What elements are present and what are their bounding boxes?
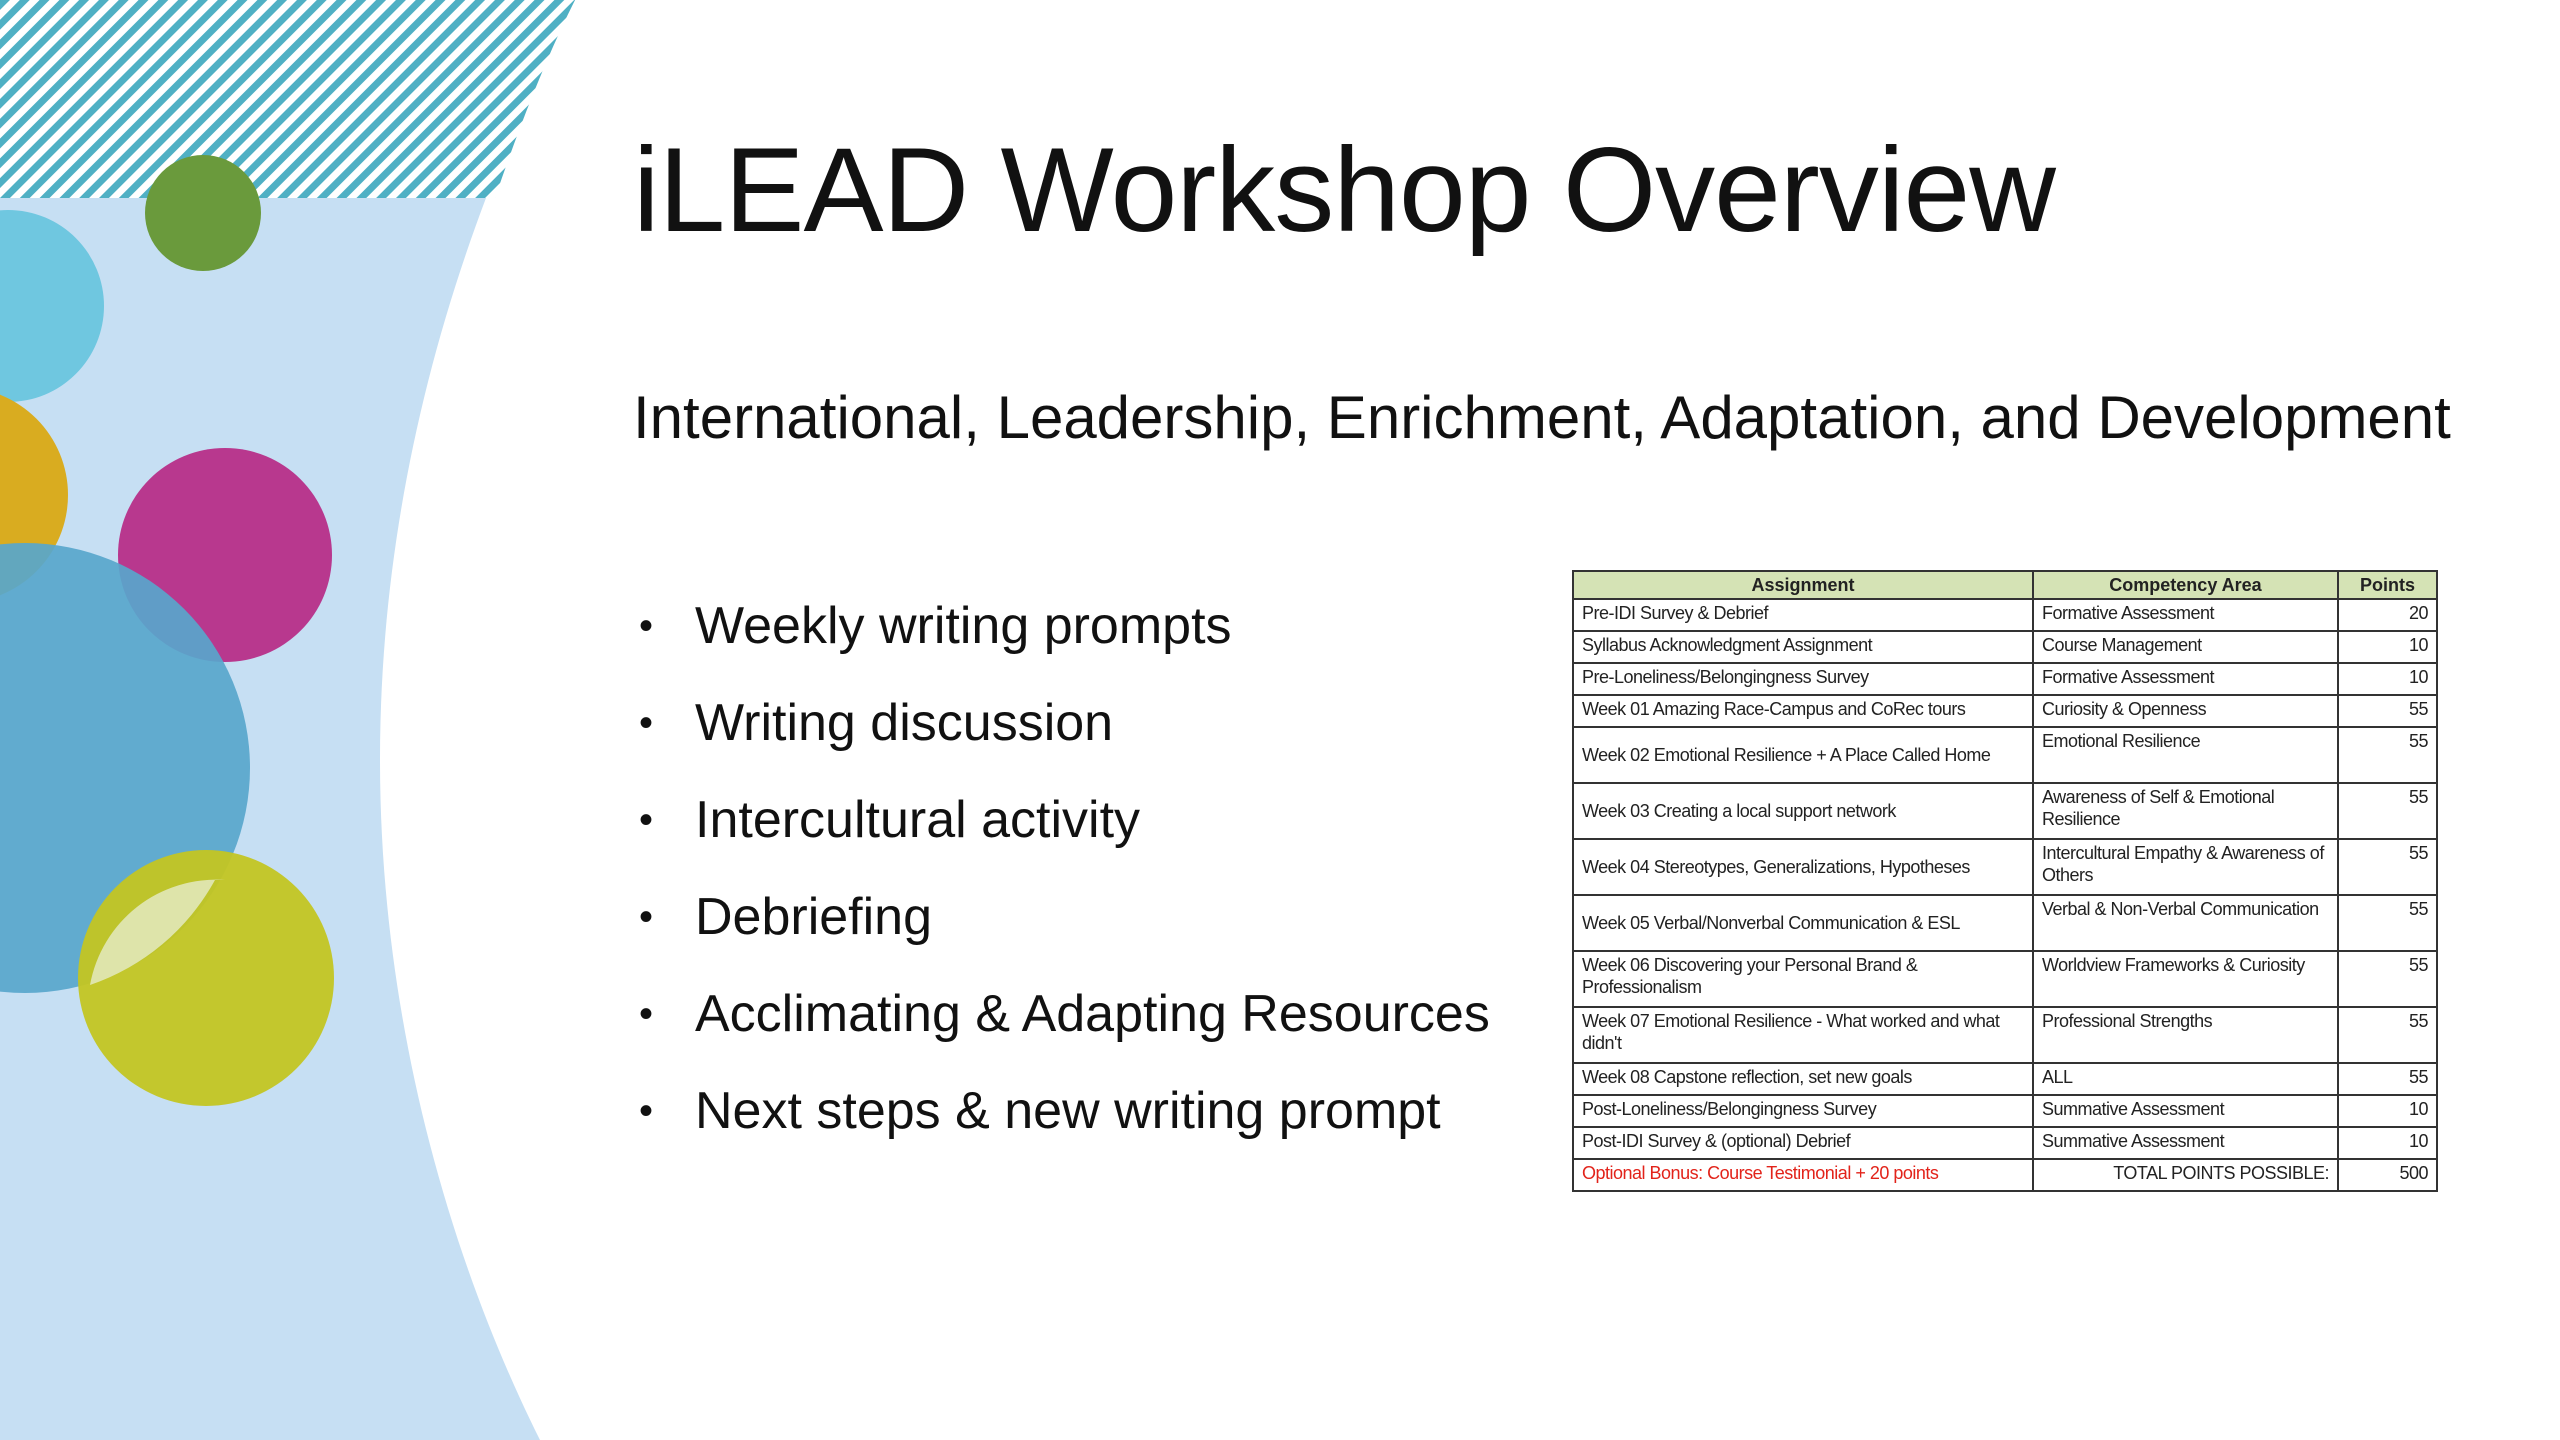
table-row bbox=[1573, 1095, 2437, 1127]
bullet-text: Writing discussion bbox=[695, 694, 1114, 752]
cell-points: 10 bbox=[2338, 663, 2437, 695]
bullet-item bbox=[633, 772, 1490, 869]
cell-competency: Summative Assessment bbox=[2033, 1095, 2338, 1127]
cell-competency: Verbal & Non-Verbal Communication bbox=[2033, 895, 2338, 951]
slide-subtitle: International, Leadership, Enrichment, Adaptation, and Development bbox=[633, 384, 2451, 451]
cell-assignment: Pre-IDI Survey & Debrief bbox=[1573, 599, 2033, 631]
cell-competency: Curiosity & Openness bbox=[2033, 695, 2338, 727]
cell-points: 55 bbox=[2338, 695, 2437, 727]
cell-competency: Formative Assessment bbox=[2033, 663, 2338, 695]
table-footer-row bbox=[1573, 1159, 2437, 1191]
table-row bbox=[1573, 839, 2437, 895]
table-row bbox=[1573, 895, 2437, 951]
cell-competency: Awareness of Self & Emotional Resilience bbox=[2033, 783, 2338, 839]
cell-assignment: Post-Loneliness/Belongingness Survey bbox=[1573, 1095, 2033, 1127]
cell-assignment: Week 06 Discovering your Personal Brand & Professionalism bbox=[1573, 951, 2033, 1007]
cell-competency: Intercultural Empathy & Awareness of Others bbox=[2033, 839, 2338, 895]
bullet-dot-icon: • bbox=[639, 701, 654, 745]
cell-points: 55 bbox=[2338, 839, 2437, 895]
cell-points: 55 bbox=[2338, 1007, 2437, 1063]
decor-hatched-band bbox=[0, 0, 575, 198]
points-table-container bbox=[1572, 570, 2438, 1192]
table-row bbox=[1573, 1063, 2437, 1095]
table-row bbox=[1573, 1007, 2437, 1063]
total-points-label: TOTAL POINTS POSSIBLE: bbox=[2033, 1159, 2338, 1191]
points-table bbox=[1572, 570, 2438, 1192]
cell-competency: Professional Strengths bbox=[2033, 1007, 2338, 1063]
cell-assignment: Week 01 Amazing Race-Campus and CoRec tours bbox=[1573, 695, 2033, 727]
bonus-note: Optional Bonus: Course Testimonial + 20 points bbox=[1573, 1159, 2033, 1191]
bullet-item bbox=[633, 869, 1490, 966]
table-row bbox=[1573, 695, 2437, 727]
cell-points: 55 bbox=[2338, 1063, 2437, 1095]
bullet-list bbox=[633, 578, 1490, 1160]
bullet-item bbox=[633, 966, 1490, 1063]
cell-points: 55 bbox=[2338, 727, 2437, 783]
table-header-row bbox=[1573, 571, 2437, 599]
cell-points: 55 bbox=[2338, 951, 2437, 1007]
cell-competency: Emotional Resilience bbox=[2033, 727, 2338, 783]
column-header-assignment: Assignment bbox=[1573, 571, 2033, 599]
bullet-dot-icon: • bbox=[639, 895, 654, 939]
total-points-value: 500 bbox=[2338, 1159, 2437, 1191]
table-row bbox=[1573, 1127, 2437, 1159]
cell-assignment: Syllabus Acknowledgment Assignment bbox=[1573, 631, 2033, 663]
bullet-dot-icon: • bbox=[639, 1089, 654, 1133]
decor-circle-green bbox=[145, 155, 261, 271]
bullet-dot-icon: • bbox=[639, 798, 654, 842]
table-row bbox=[1573, 951, 2437, 1007]
bullet-dot-icon: • bbox=[639, 604, 654, 648]
cell-assignment: Pre-Loneliness/Belongingness Survey bbox=[1573, 663, 2033, 695]
cell-points: 10 bbox=[2338, 1127, 2437, 1159]
cell-competency: Course Management bbox=[2033, 631, 2338, 663]
cell-assignment: Post-IDI Survey & (optional) Debrief bbox=[1573, 1127, 2033, 1159]
bullet-item bbox=[633, 578, 1490, 675]
cell-assignment: Week 07 Emotional Resilience - What worked and what didn't bbox=[1573, 1007, 2033, 1063]
bullet-text: Acclimating & Adapting Resources bbox=[695, 985, 1490, 1043]
table-row bbox=[1573, 727, 2437, 783]
cell-assignment: Week 05 Verbal/Nonverbal Communication & ESL bbox=[1573, 895, 2033, 951]
slide-title: iLEAD Workshop Overview bbox=[633, 123, 2055, 257]
bullet-dot-icon: • bbox=[639, 992, 654, 1036]
column-header-competency: Competency Area bbox=[2033, 571, 2338, 599]
cell-points: 10 bbox=[2338, 1095, 2437, 1127]
cell-competency: Formative Assessment bbox=[2033, 599, 2338, 631]
cell-assignment: Week 04 Stereotypes, Generalizations, Hypotheses bbox=[1573, 839, 2033, 895]
cell-points: 55 bbox=[2338, 895, 2437, 951]
table-row bbox=[1573, 783, 2437, 839]
column-header-points: Points bbox=[2338, 571, 2437, 599]
cell-points: 55 bbox=[2338, 783, 2437, 839]
bullet-text: Weekly writing prompts bbox=[695, 597, 1232, 655]
cell-points: 20 bbox=[2338, 599, 2437, 631]
bullet-item bbox=[633, 1063, 1490, 1160]
cell-assignment: Week 02 Emotional Resilience + A Place Called Home bbox=[1573, 727, 2033, 783]
cell-competency: ALL bbox=[2033, 1063, 2338, 1095]
bullet-text: Next steps & new writing prompt bbox=[695, 1082, 1441, 1140]
cell-assignment: Week 03 Creating a local support network bbox=[1573, 783, 2033, 839]
cell-points: 10 bbox=[2338, 631, 2437, 663]
bullet-text: Intercultural activity bbox=[695, 791, 1141, 849]
cell-competency: Summative Assessment bbox=[2033, 1127, 2338, 1159]
table-row bbox=[1573, 663, 2437, 695]
table-row bbox=[1573, 631, 2437, 663]
bullet-text: Debriefing bbox=[695, 888, 933, 946]
table-row bbox=[1573, 599, 2437, 631]
bullet-item bbox=[633, 675, 1490, 772]
cell-competency: Worldview Frameworks & Curiosity bbox=[2033, 951, 2338, 1007]
cell-assignment: Week 08 Capstone reflection, set new goals bbox=[1573, 1063, 2033, 1095]
